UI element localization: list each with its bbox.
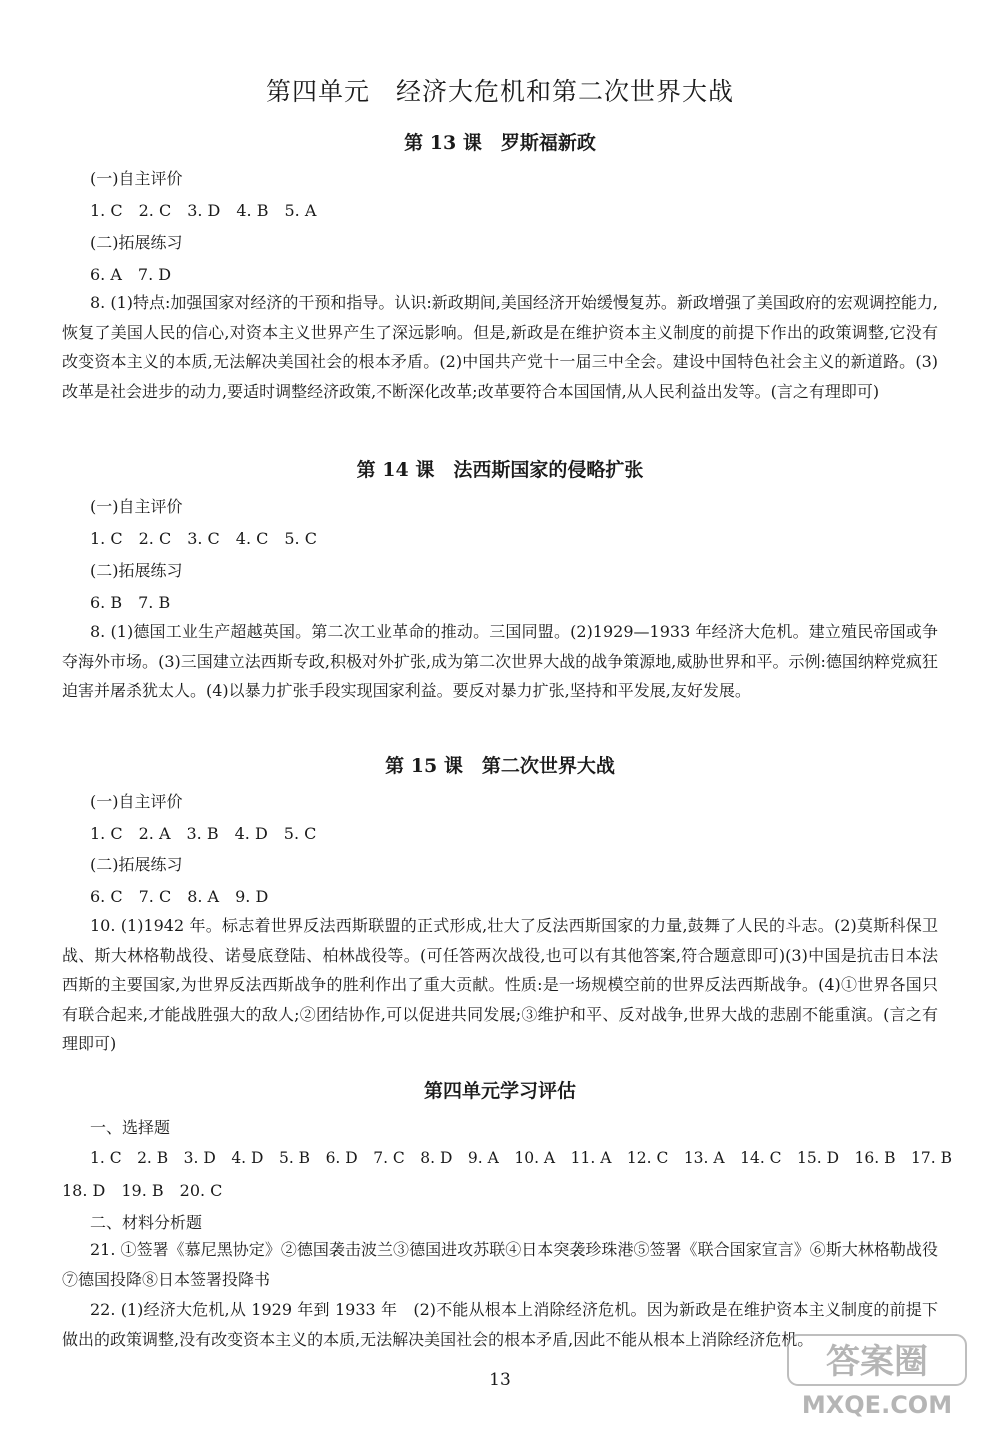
lesson-13-practice-label: (二)拓展练习 <box>90 233 183 252</box>
page-number: 13 <box>489 1370 511 1390</box>
lesson-13-self-eval-label: (一)自主评价 <box>90 169 183 188</box>
unit-title: 第四单元 经济大危机和第二次世界大战 <box>265 77 734 106</box>
lesson-13-title: 第 13 课 罗斯福新政 <box>404 132 596 154</box>
lesson-14-self-eval-label: (一)自主评价 <box>90 497 183 516</box>
lesson-15-self-eval-answers: 1. C 2. A 3. B 4. D 5. C <box>90 824 317 843</box>
lesson-13-self-eval-answers: 1. C 2. C 3. D 4. B 5. A <box>90 201 317 220</box>
multiple-choice-answers-line-1: 1. C 2. B 3. D 4. D 5. B 6. D 7. C 8. D 9. A 10. A 11. A 12. C 13. A 14. C 15. D 16. B 17. B <box>90 1149 952 1167</box>
lesson-13-question-8: 8. (1)特点:加强国家对经济的干预和指导。认识:新政期间,美国经济开始缓慢复苏。新政增强了美国政府的宏观调控能力,恢复了美国人民的信心,对资本主义世界产生了深远影响。但是,新政是在维护资本主义制度的前提下作出的政策调整,它没有改变资本主义的本质,无法解决美国社会的根本矛盾。(2)中国共产党十一届三中全会。建设中国特色社会主义的新道路。(3)改革是社会进步的动力,要适时调整经济政策,不断深化改革;改革要符合本国国情,从人民利益出发等。(言之有理即可) <box>62 293 938 401</box>
question-21: 21. ①签署《慕尼黑协定》②德国袭击波兰③德国进攻苏联④日本突袭珍珠港⑤签署《联合国家宣言》⑥斯大林格勒战役⑦德国投降⑧日本签署投降书 <box>62 1240 938 1289</box>
lesson-15-title: 第 15 课 第二次世界大战 <box>385 755 615 777</box>
watermark-text-domain: MXQE.COM <box>801 1391 953 1419</box>
multiple-choice-label: 一、选择题 <box>90 1118 171 1137</box>
lesson-14-question-8: 8. (1)德国工业生产超越英国。第二次工业革命的推动。三国同盟。(2)1929—1933 年经济大危机。建立殖民帝国或争夺海外市场。(3)三国建立法西斯专政,积极对外扩张,成为第二次世界大战的战争策源地,威胁世界和平。示例:德国纳粹党疯狂迫害并屠杀犹太人。(4)以暴力扩张手段实现国家利益。要反对暴力扩张,坚持和平发展,友好发展。 <box>62 622 938 700</box>
lesson-15-practice-answers: 6. C 7. C 8. A 9. D <box>90 887 269 906</box>
lesson-14-self-eval-answers: 1. C 2. C 3. C 4. C 5. C <box>90 529 317 548</box>
material-analysis-label: 二、材料分析题 <box>90 1213 203 1232</box>
lesson-15-self-eval-label: (一)自主评价 <box>90 792 183 811</box>
lesson-15-question-10: 10. (1)1942 年。标志着世界反法西斯联盟的正式形成,壮大了反法西斯国家的力量,鼓舞了人民的斗志。(2)莫斯科保卫战、斯大林格勒战役、诺曼底登陆、柏林战役等。(可任答两次战役,也可以有其他答案,符合题意即可)(3)中国是抗击日本法西斯的主要国家,为世界反法西斯战争的胜利作出了重大贡献。性质:是一场规模空前的世界反法西斯战争。(4)①世界各国只有联合起来,才能战胜强大的敌人;②团结协作,可以促进共同发展;③维护和平、反对战争,世界大战的悲剧不能重演。(言之有理即可) <box>62 916 938 1053</box>
lesson-14-title: 第 14 课 法西斯国家的侵略扩张 <box>356 459 644 481</box>
lesson-14-practice-answers: 6. B 7. B <box>90 593 171 612</box>
multiple-choice-answers-line-2: 18. D 19. B 20. C <box>62 1181 223 1200</box>
watermark-text-chinese: 答案圈 <box>826 1342 928 1382</box>
lesson-13-practice-answers: 6. A 7. D <box>90 265 172 284</box>
lesson-15-practice-label: (二)拓展练习 <box>90 855 183 874</box>
lesson-14-practice-label: (二)拓展练习 <box>90 561 183 580</box>
site-watermark-logo <box>782 1331 972 1421</box>
assessment-title: 第四单元学习评估 <box>423 1080 576 1102</box>
question-22: 22. (1)经济大危机,从 1929 年到 1933 年 (2)不能从根本上消除经济危机。因为新政是在维护资本主义制度的前提下做出的政策调整,没有改变资本主义的本质,无法解决美国社会的根本矛盾,因此不能从根本上消除经济危机。 <box>62 1300 938 1349</box>
